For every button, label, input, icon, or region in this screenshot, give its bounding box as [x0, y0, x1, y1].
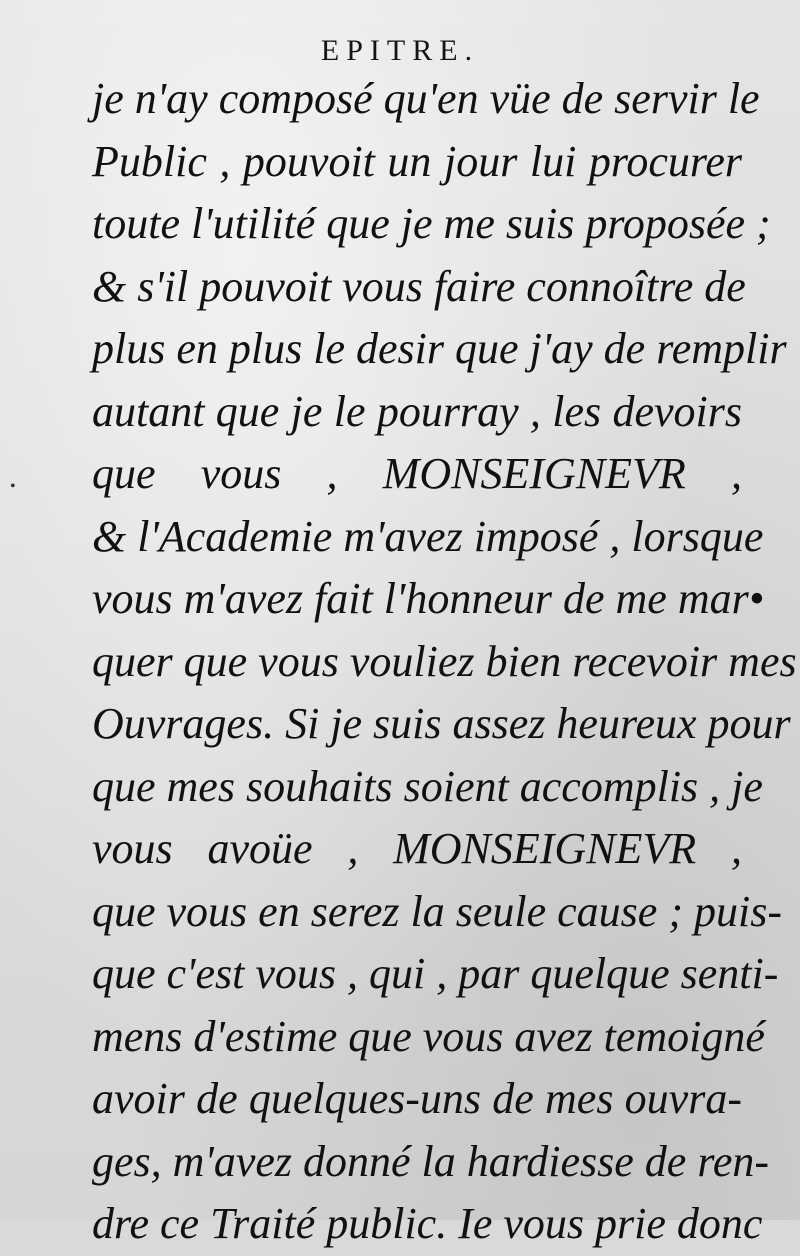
text-line: quer que vous vouliez bien recevoir mes [92, 636, 797, 686]
text-line: plus en plus le desir que j'ay de remplir [92, 324, 787, 373]
text-line: que mes souhaits soient accomplis , je [92, 761, 763, 811]
text-line: vous m'avez fait l'honneur de me mar• [92, 574, 765, 623]
text-line: & s'il pouvoit vous faire connoître de [92, 261, 746, 311]
text-line: ges, m'avez donné la hardiesse de ren- [92, 1136, 769, 1186]
page-header: EPITRE. [320, 34, 480, 67]
text-line: je n'ay composé qu'en vüe de servir le [92, 74, 760, 123]
text-line: & l'Academie m'avez imposé , lorsque [92, 511, 764, 561]
margin-mark: • [10, 478, 16, 495]
text-line: autant que je le pourray , les devoirs [92, 386, 742, 436]
text-line: Public , pouvoit un jour lui procurer [92, 136, 742, 186]
text-line: que c'est vous , qui , par quelque senti- [92, 949, 779, 998]
text-line: Ouvrages. Si je suis assez heureux pour [92, 699, 791, 748]
text-line: que vous , MONSEIGNEVR , [92, 449, 742, 498]
text-line: que vous en serez la seule cause ; puis- [92, 886, 782, 936]
text-line: dre ce Traité public. Ie vous prie donc [92, 1199, 763, 1248]
text-line: mens d'estime que vous avez temoigné [92, 1011, 765, 1061]
text-line: toute l'utilité que je me suis proposée ; [92, 199, 771, 248]
text-line: vous avoüe , MONSEIGNEVR , [92, 824, 742, 873]
text-line: avoir de quelques-uns de mes ouvra- [92, 1074, 742, 1123]
body-text [92, 68, 797, 1256]
